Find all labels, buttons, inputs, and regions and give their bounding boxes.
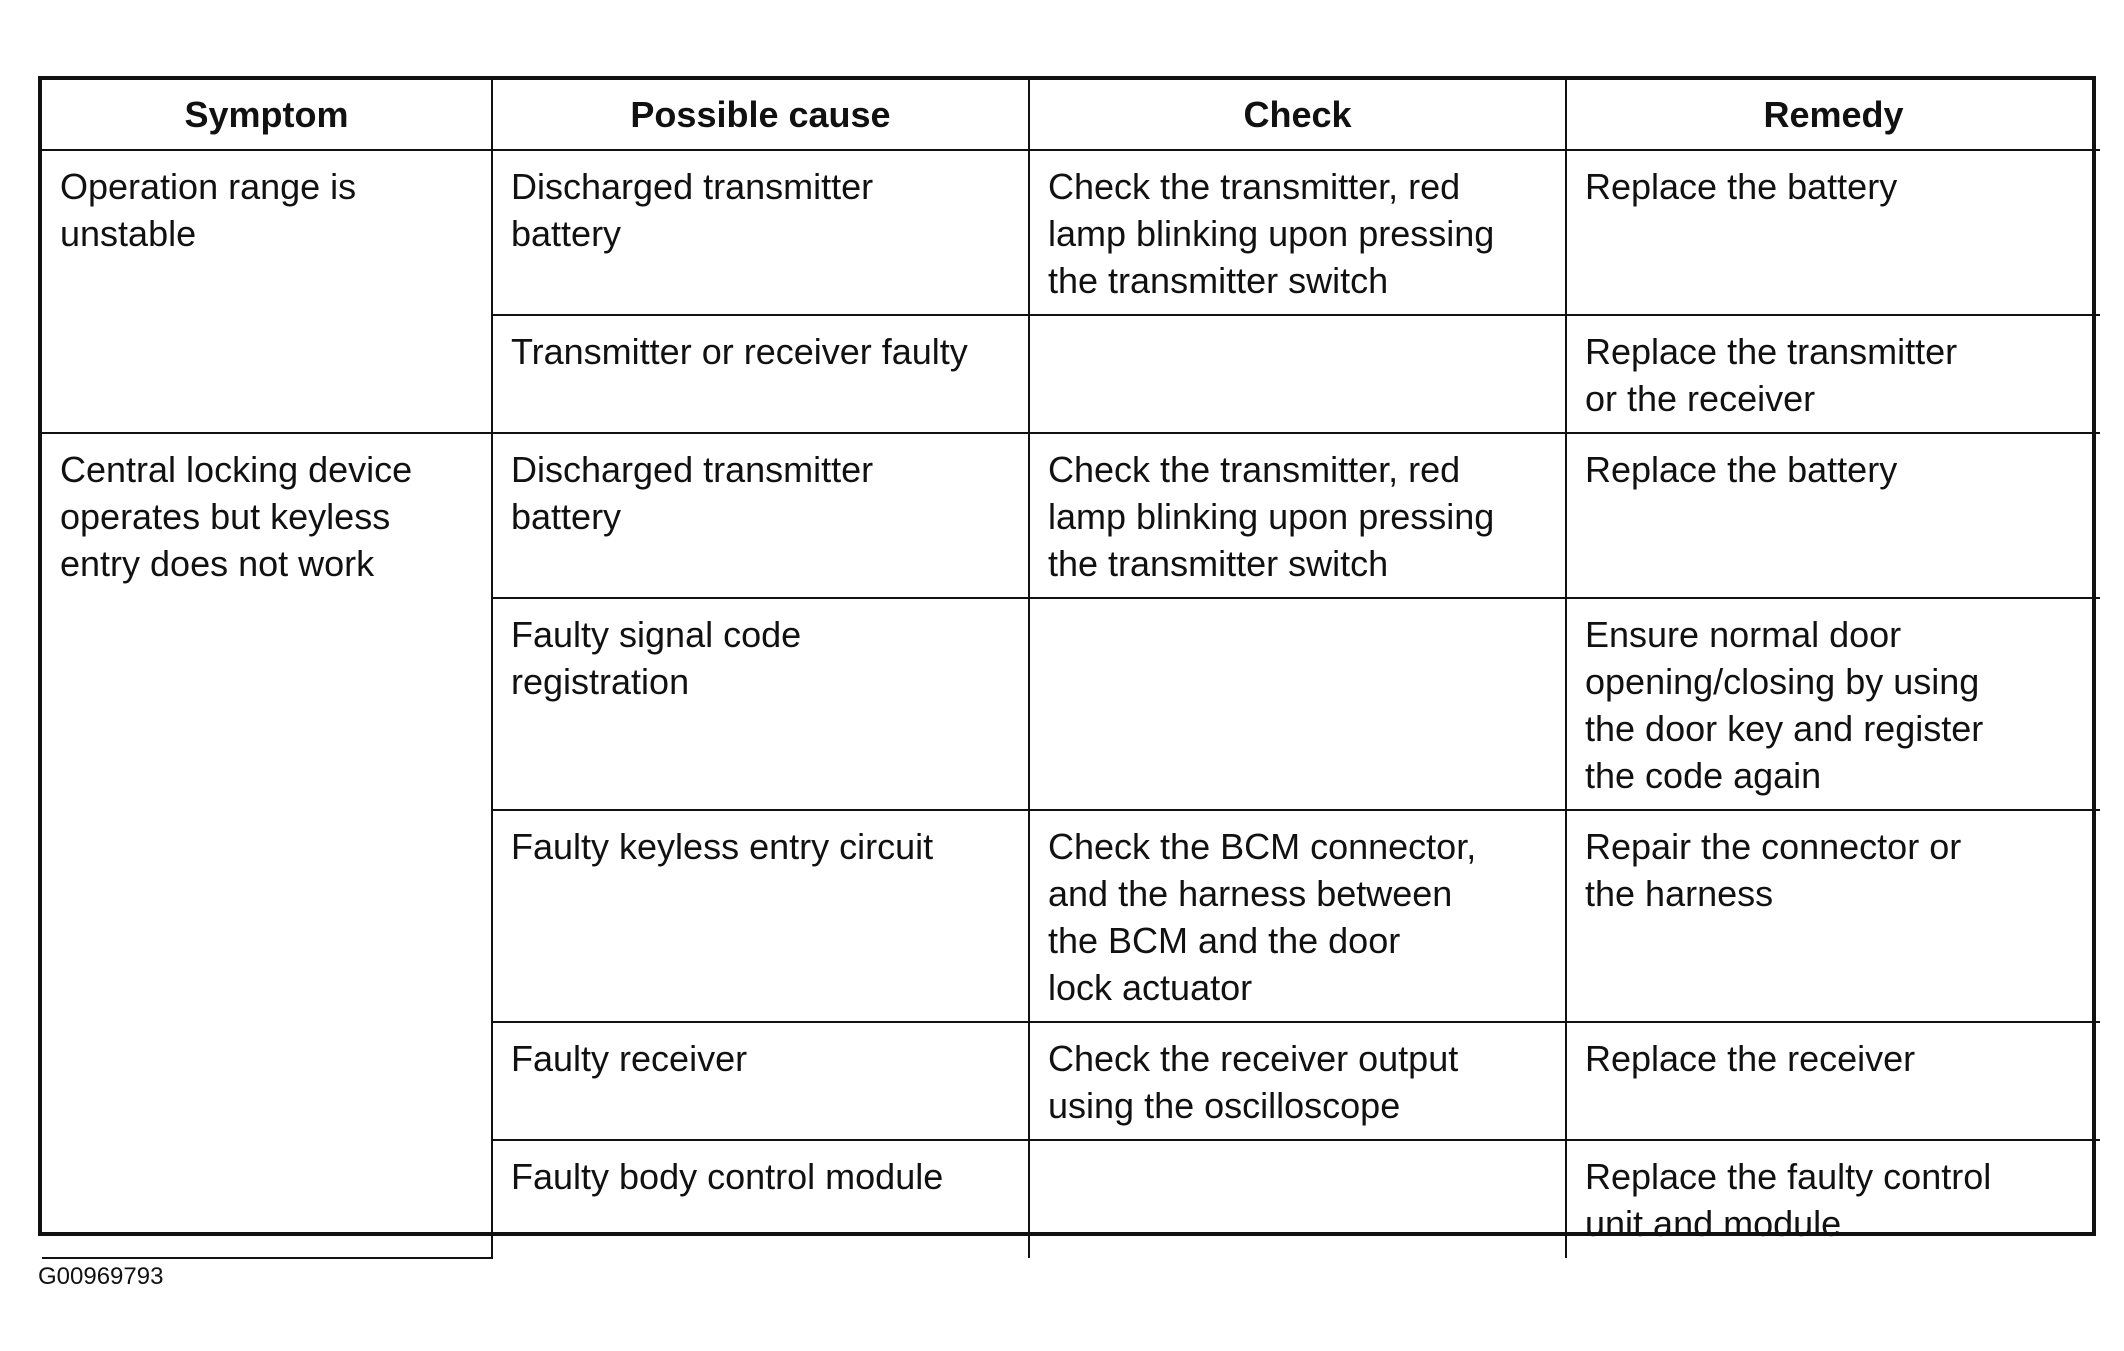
remedy-cell: Replace the battery — [1566, 433, 2100, 598]
cause-cell: Transmitter or receiver faulty — [492, 315, 1029, 433]
remedy-cell: Ensure normal door opening/closing by using the door key and register the code again — [1566, 598, 2100, 810]
table-header-row — [42, 80, 2100, 150]
remedy-cell: Replace the battery — [1566, 150, 2100, 315]
check-cell: Check the BCM connector, and the harness between the BCM and the door lock actuator — [1029, 810, 1566, 1022]
troubleshooting-table-frame — [38, 76, 2096, 1244]
check-cell: Check the receiver output using the oscilloscope — [1029, 1022, 1566, 1140]
symptom-cell: Operation range is unstable — [42, 150, 492, 433]
table-row — [42, 150, 2100, 315]
cause-cell: Faulty keyless entry circuit — [492, 810, 1029, 1022]
check-cell: Check the transmitter, red lamp blinking upon pressing the transmitter switch — [1029, 433, 1566, 598]
remedy-cell: Replace the faulty control unit and module — [1566, 1140, 2100, 1258]
cause-cell: Faulty body control module — [492, 1140, 1029, 1258]
header-possible-cause: Possible cause — [492, 80, 1029, 150]
symptom-cell: Central locking device operates but keyless entry does not work — [42, 433, 492, 1258]
header-check: Check — [1029, 80, 1566, 150]
table-row — [42, 433, 2100, 598]
troubleshooting-table — [42, 80, 2100, 1259]
cause-cell: Discharged transmitter battery — [492, 150, 1029, 315]
check-cell — [1029, 315, 1566, 433]
remedy-cell: Replace the receiver — [1566, 1022, 2100, 1140]
check-cell — [1029, 1140, 1566, 1258]
cause-cell: Faulty signal code registration — [492, 598, 1029, 810]
remedy-cell: Repair the connector or the harness — [1566, 810, 2100, 1022]
cause-cell: Discharged transmitter battery — [492, 433, 1029, 598]
figure-id-label: G00969793 — [38, 1263, 164, 1290]
header-symptom: Symptom — [42, 80, 492, 150]
remedy-cell: Replace the transmitter or the receiver — [1566, 315, 2100, 433]
header-remedy: Remedy — [1566, 80, 2100, 150]
check-cell — [1029, 598, 1566, 810]
check-cell: Check the transmitter, red lamp blinking upon pressing the transmitter switch — [1029, 150, 1566, 315]
cause-cell: Faulty receiver — [492, 1022, 1029, 1140]
